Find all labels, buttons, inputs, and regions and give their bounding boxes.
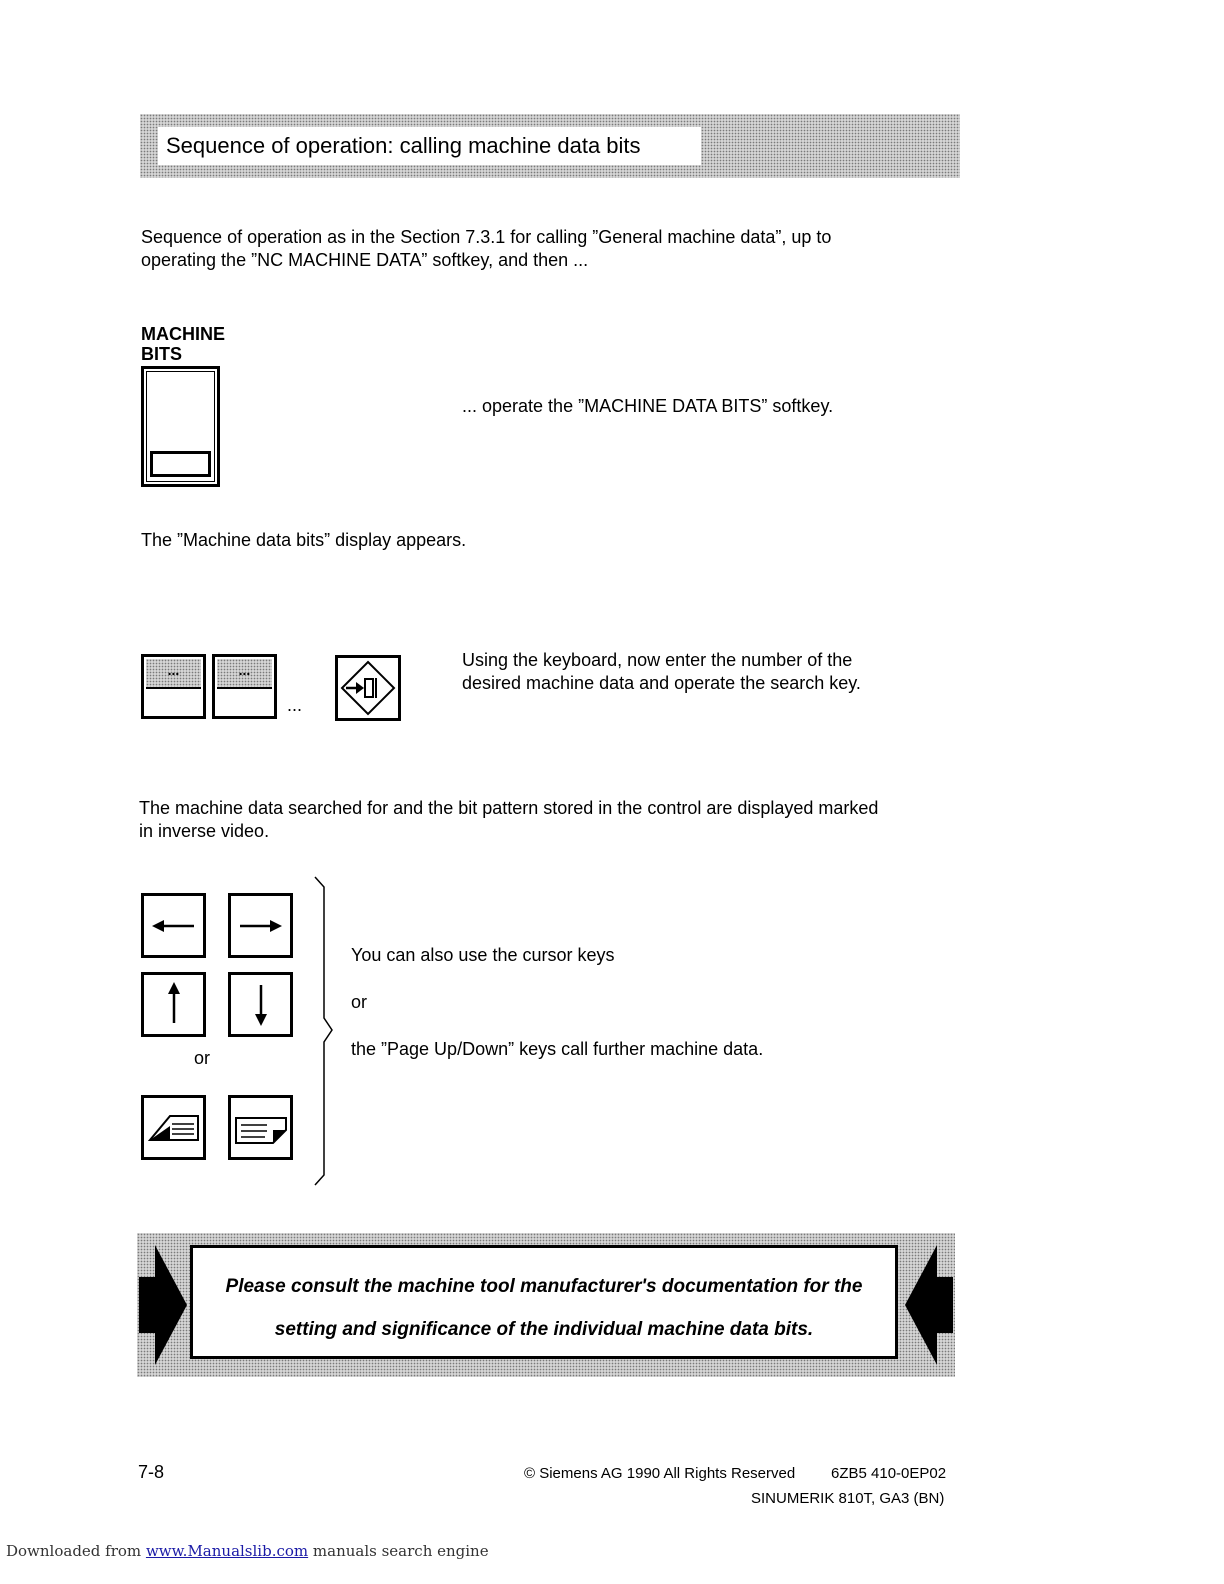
page-up-icon <box>144 1098 203 1157</box>
copyright: © Siemens AG 1990 All Rights Reserved <box>524 1465 796 1482</box>
search-key[interactable] <box>335 655 401 721</box>
download-prefix: Downloaded from <box>6 1542 142 1560</box>
right-pointing-arrow-icon <box>139 1245 187 1365</box>
entry-line-2: desired machine data and operate the search key. <box>462 673 861 693</box>
note-line-1: Please consult the machine tool manufacturer's documentation for the <box>225 1276 863 1297</box>
page-number: 7-8 <box>138 1462 165 1482</box>
or-label: or <box>194 1048 211 1068</box>
download-suffix: manuals search engine <box>312 1542 489 1560</box>
cursor-down-key[interactable] <box>228 972 293 1037</box>
key-dots: ... <box>167 662 180 678</box>
arrow-up-icon <box>144 975 203 1034</box>
section-title: Sequence of operation: calling machine data bits <box>158 127 701 165</box>
cursor-or-text: or <box>351 992 368 1012</box>
cursor-left-key[interactable] <box>141 893 206 958</box>
page-down-key[interactable] <box>228 1095 293 1160</box>
cursor-right-key[interactable] <box>228 893 293 958</box>
search-icon <box>338 658 398 718</box>
page-keys-text: the ”Page Up/Down” keys call further machine data. <box>351 1039 764 1059</box>
machine-bits-softkey[interactable] <box>141 366 220 487</box>
softkey-instruction: ... operate the ”MACHINE DATA BITS” softkey. <box>462 396 834 416</box>
cursor-keys-text: You can also use the cursor keys <box>351 945 615 965</box>
display-appears-text: The ”Machine data bits” display appears. <box>141 530 467 550</box>
entry-instruction <box>462 649 861 695</box>
product-name: SINUMERIK 810T, GA3 (BN) <box>751 1490 945 1507</box>
arrow-left-icon <box>144 896 203 955</box>
inverse-video-paragraph <box>139 797 969 843</box>
arrow-right-icon <box>231 896 290 955</box>
note-box <box>190 1245 898 1359</box>
inverse-line-1: The machine data searched for and the bit pattern stored in the control are displayed marked <box>139 798 879 818</box>
key-dots: ... <box>238 662 251 678</box>
number-entry-key-2[interactable] <box>212 654 277 719</box>
manualslib-link[interactable]: www.Manualslib.com <box>145 1542 309 1560</box>
entry-line-1: Using the keyboard, now enter the number of the <box>462 650 853 670</box>
page-up-key[interactable] <box>141 1095 206 1160</box>
entry-ellipsis: ... <box>287 695 303 715</box>
download-banner <box>6 1542 489 1560</box>
arrow-down-icon <box>231 975 290 1034</box>
softkey-label <box>141 324 225 364</box>
softkey-label-line-1: MACHINE <box>141 324 225 344</box>
softkey-label-line-2: BITS <box>141 344 183 364</box>
intro-line-1: Sequence of operation as in the Section 7.3.1 for calling ”General machine data”, up to <box>141 227 832 247</box>
intro-paragraph <box>141 226 961 272</box>
page-down-icon <box>231 1098 290 1157</box>
left-pointing-arrow-icon <box>905 1245 953 1365</box>
order-number: 6ZB5 410-0EP02 <box>831 1465 947 1482</box>
inverse-line-2: in inverse video. <box>139 821 270 841</box>
note-line-2: setting and significance of the individual machine data bits. <box>274 1319 814 1340</box>
intro-line-2: operating the ”NC MACHINE DATA” softkey, and then ... <box>141 250 589 270</box>
curly-brace <box>308 873 338 1191</box>
number-entry-key-1[interactable] <box>141 654 206 719</box>
cursor-up-key[interactable] <box>141 972 206 1037</box>
